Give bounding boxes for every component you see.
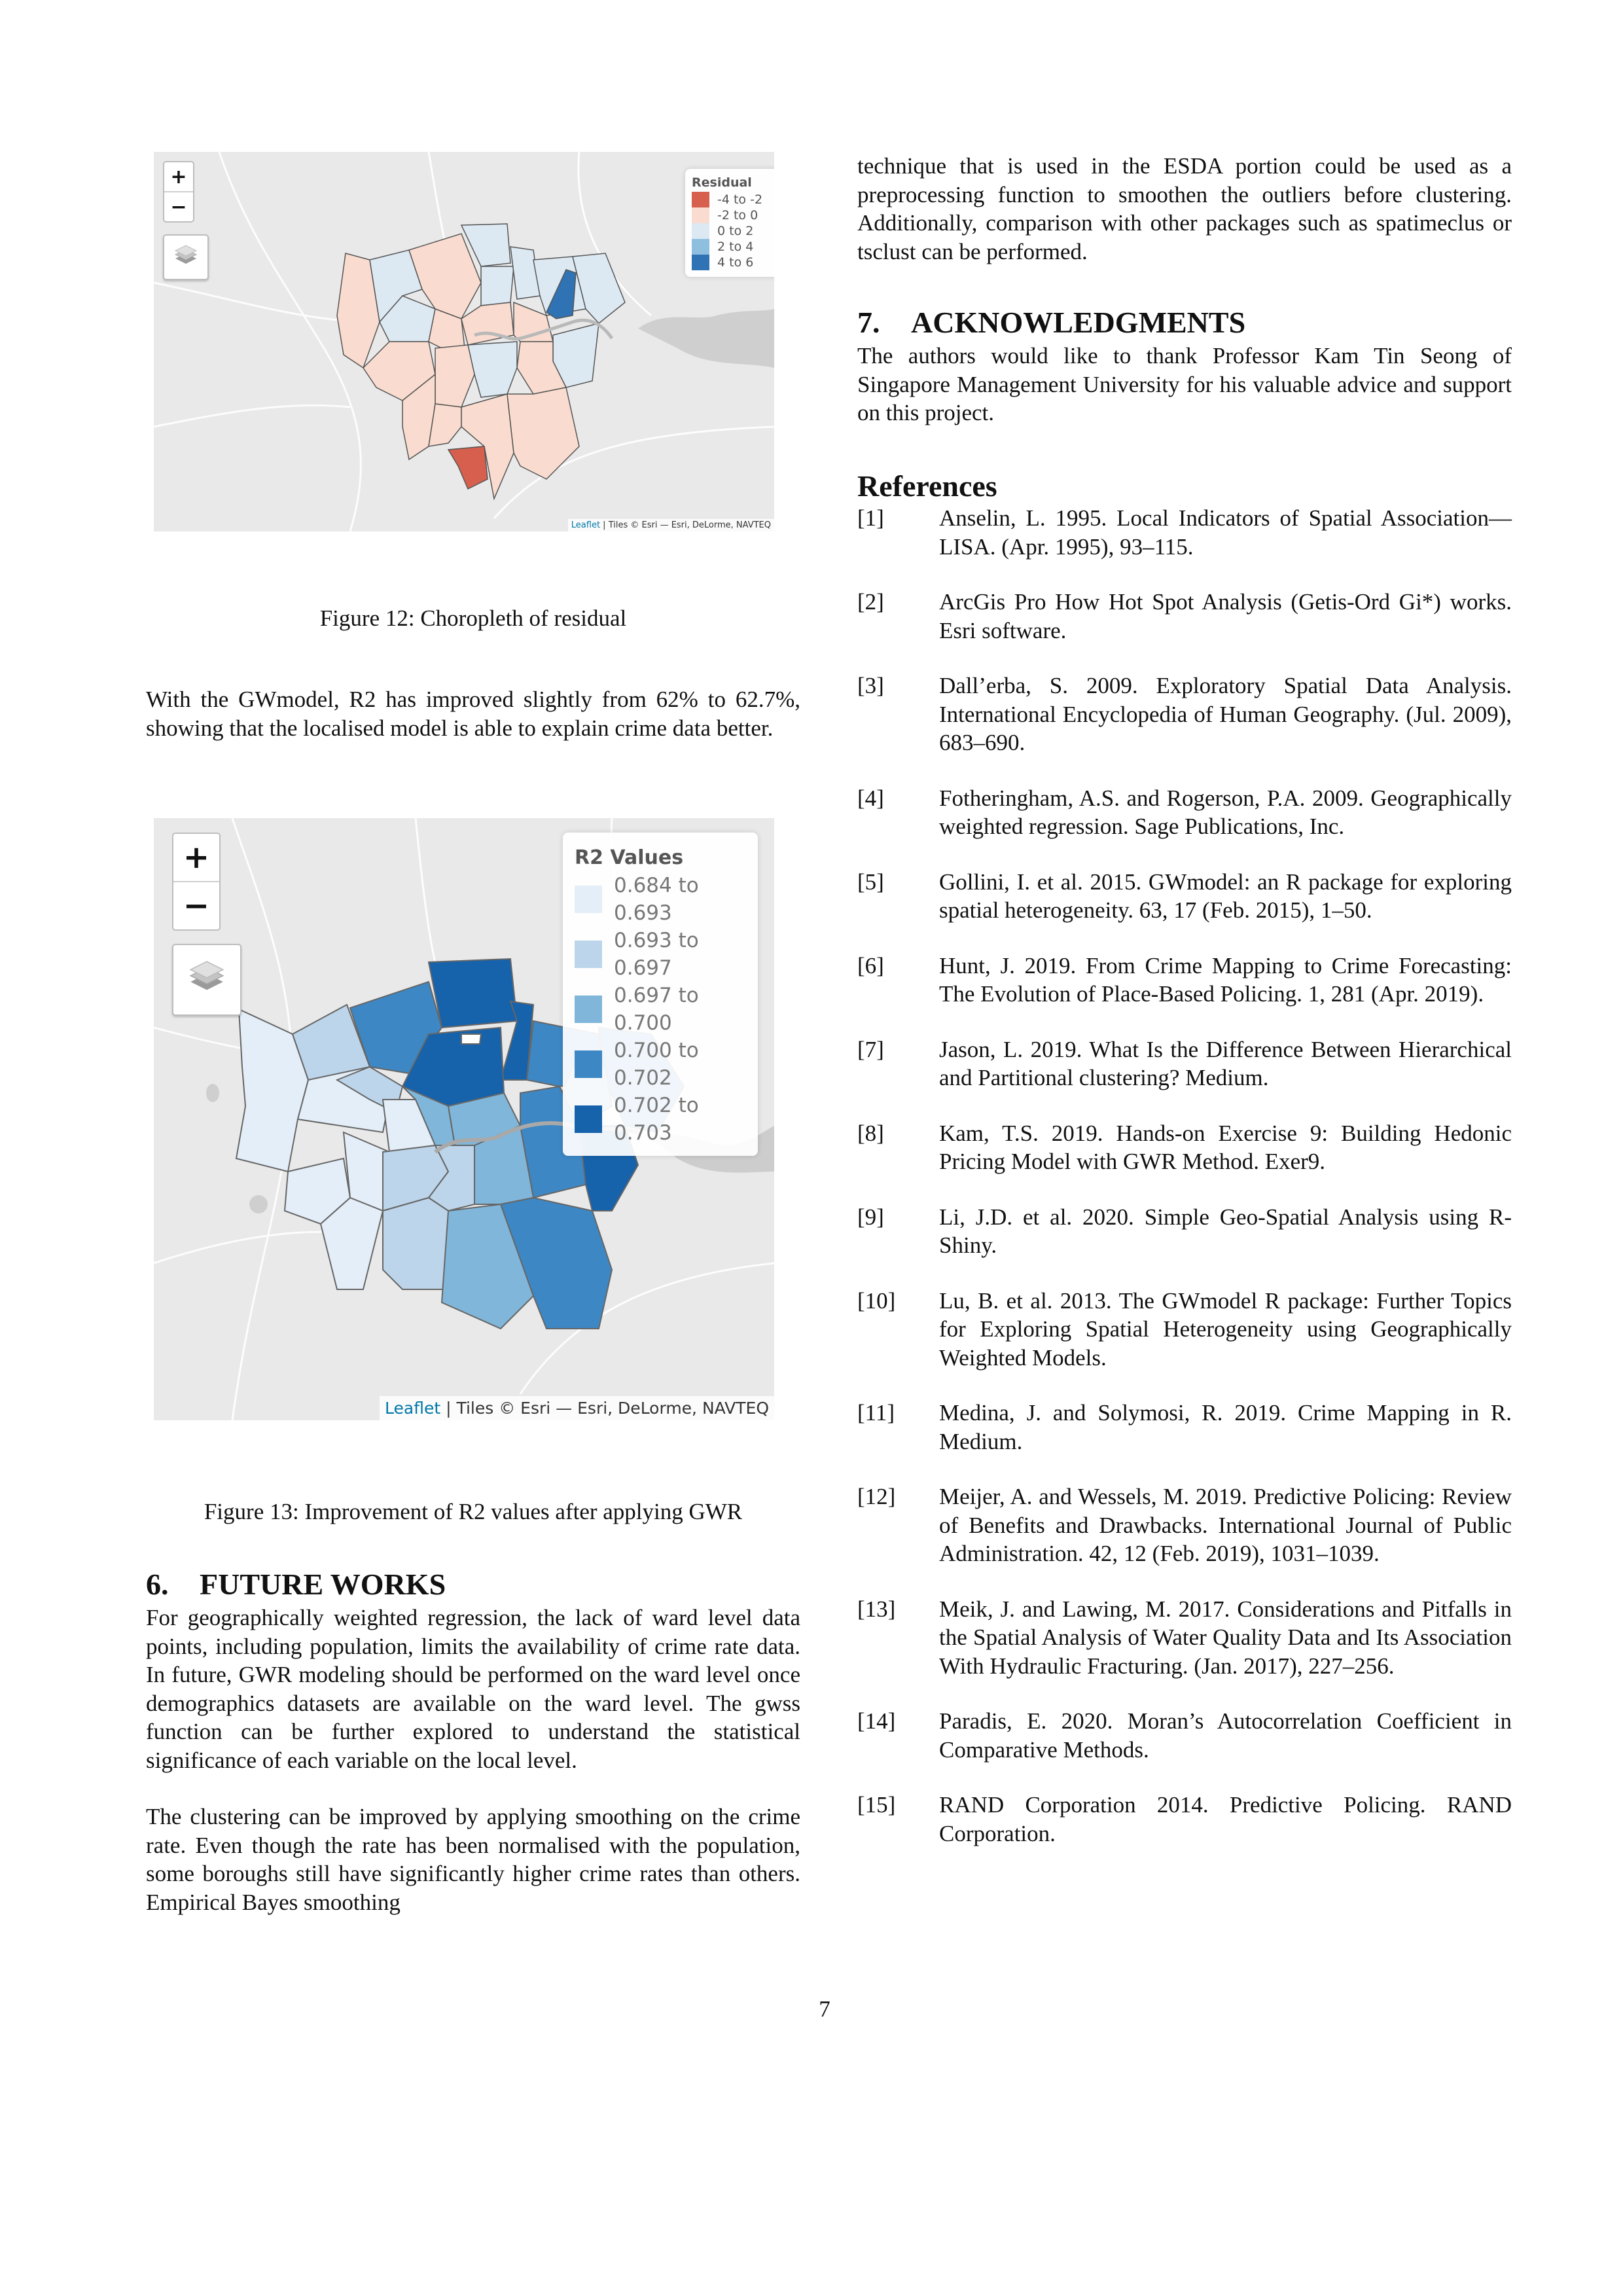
reference-number: [1] [857, 505, 884, 531]
reference-item [857, 1035, 1512, 1092]
legend-swatch [575, 886, 602, 913]
map-attribution [380, 1396, 774, 1420]
continuation-paragraph [857, 152, 1512, 266]
reference-item [857, 868, 1512, 925]
figure12-caption: Figure 12: Choropleth of residual [319, 605, 627, 631]
reference-item [857, 672, 1512, 757]
reference-text: Lu, B. et al. 2013. The GWmodel R package: Further Topics for Exploring Spatial Heterogeneity using Geographically Weighted Models. [939, 1287, 1512, 1371]
reference-number: [13] [857, 1596, 896, 1622]
legend-item [692, 255, 773, 270]
zoom-out-button[interactable]: − [173, 881, 219, 929]
legend-label: -4 to -2 [717, 192, 763, 207]
reference-item [857, 1482, 1512, 1568]
legend-label: 0.700 to 0.702 [614, 1039, 699, 1090]
figure13-r2-map[interactable] [154, 818, 774, 1420]
basemap-tiles [154, 152, 774, 531]
reference-item [857, 784, 1512, 841]
reference-text: ArcGis Pro How Hot Spot Analysis (Getis-Ord Gi*) works. Esri software. [939, 589, 1512, 643]
reference-text: Anselin, L. 1995. Local Indicators of Spatial Association—LISA. (Apr. 1995), 93–115. [939, 505, 1512, 560]
legend-swatch [692, 223, 709, 239]
zoom-out-button[interactable]: − [164, 191, 193, 221]
legend-item [575, 982, 747, 1037]
zoom-control [172, 833, 221, 931]
map-attribution [568, 519, 774, 531]
reference-number: [4] [857, 785, 884, 811]
legend-label: 0.702 to 0.703 [614, 1094, 699, 1145]
reference-number: [5] [857, 869, 884, 895]
reference-item [857, 1203, 1512, 1260]
paragraph-text: With the GWmodel, R2 has improved slightly from 62% to 62.7%, showing that the localised model is able to explain crime data better. [146, 687, 800, 741]
reference-item [857, 1119, 1512, 1176]
references-heading: References [857, 469, 997, 503]
reference-text: Meijer, A. and Wessels, M. 2019. Predictive Policing: Review of Benefits and Drawbacks. International Journal of Public Administration. 42, 12 (Feb. 2019), 1031–1039. [939, 1484, 1512, 1566]
legend-label: 0.684 to 0.693 [614, 874, 699, 925]
legend-swatch [575, 1050, 602, 1078]
legend-item [575, 872, 747, 927]
legend-item [575, 1092, 747, 1147]
leaflet-link[interactable]: Leaflet [385, 1399, 441, 1418]
r2-values-legend [563, 833, 758, 1156]
reference-number: [11] [857, 1400, 895, 1426]
legend-label: 0.693 to 0.697 [614, 929, 699, 980]
legend-swatch [692, 192, 709, 207]
reference-number: [15] [857, 1792, 896, 1818]
reference-item [857, 1791, 1512, 1848]
reference-number: [6] [857, 952, 884, 978]
legend-label: 0 to 2 [717, 224, 754, 238]
paragraph-text: The authors would like to thank Professor Kam Tin Seong of Singapore Management University for his valuable advice and support on this project. [857, 343, 1512, 425]
figure12-residual-map[interactable] [154, 152, 774, 531]
zoom-in-button[interactable]: + [170, 165, 187, 188]
figure13-caption: Figure 13: Improvement of R2 values after applying GWR [204, 1499, 743, 1524]
reference-text: Kam, T.S. 2019. Hands-on Exercise 9: Building Hedonic Pricing Model with GWR Method. Exer9. [939, 1120, 1512, 1174]
section7-heading [857, 306, 1245, 340]
legend-swatch [575, 996, 602, 1023]
reference-number: [14] [857, 1708, 896, 1734]
legend-item [575, 927, 747, 982]
reference-text: Hunt, J. 2019. From Crime Mapping to Crime Forecasting: The Evolution of Place-Based Policing. 1, 281 (Apr. 2019). [939, 952, 1512, 1007]
paragraph-r2-improvement [146, 685, 800, 742]
attribution-text: | Tiles © Esri — Esri, DeLorme, NAVTEQ [600, 520, 771, 530]
section-title: ACKNOWLEDGMENTS [911, 306, 1246, 339]
layers-icon [173, 244, 199, 270]
legend-item [692, 192, 773, 207]
reference-text: Dall’erba, S. 2009. Exploratory Spatial Data Analysis. International Encyclopedia of Human Geography. (Jul. 2009), 683–690. [939, 673, 1512, 755]
acknowledgments-body [857, 342, 1512, 427]
legend-label: -2 to 0 [717, 208, 758, 223]
legend-item [575, 1037, 747, 1092]
reference-text: Meik, J. and Lawing, M. 2017. Considerations and Pitfalls in the Spatial Analysis of Water Quality Data and Its Association With Hydraulic Fracturing. (Jan. 2017), 227–256. [939, 1596, 1512, 1679]
section-number: 7. [857, 306, 880, 339]
paragraph-future-clustering: The clustering can be improved by applying smoothing on the crime rate. Even though the rate has been normalised with the population, some boroughs still have significantly higher crime rates than others. Empirical Bayes smoothing [146, 1804, 800, 1915]
legend-item [692, 239, 773, 255]
legend-swatch [575, 1105, 602, 1133]
reference-item [857, 952, 1512, 1009]
reference-number: [2] [857, 589, 884, 615]
legend-item [692, 207, 773, 223]
reference-number: [12] [857, 1484, 896, 1509]
section6-heading [146, 1568, 446, 1602]
section6-body [146, 1604, 800, 1916]
residual-legend [685, 169, 774, 277]
legend-swatch [692, 239, 709, 255]
reference-number: [7] [857, 1036, 884, 1062]
legend-label: 4 to 6 [717, 255, 754, 270]
reference-number: [3] [857, 673, 884, 698]
leaflet-link[interactable]: Leaflet [571, 520, 601, 530]
legend-item [692, 223, 773, 239]
reference-item [857, 588, 1512, 645]
legend-title: R2 Values [575, 846, 684, 869]
zoom-in-button[interactable]: + [183, 839, 210, 876]
attribution-text: | Tiles © Esri — Esri, DeLorme, NAVTEQ [440, 1399, 769, 1418]
reference-number: [8] [857, 1120, 884, 1146]
reference-item [857, 1399, 1512, 1456]
reference-text: Medina, J. and Solymosi, R. 2019. Crime Mapping in R. Medium. [939, 1400, 1512, 1454]
legend-swatch [575, 941, 602, 968]
reference-text: Gollini, I. et al. 2015. GWmodel: an R package for exploring spatial heterogeneity. 63, 17 (Feb. 2015), 1–50. [939, 869, 1512, 923]
reference-text: Li, J.D. et al. 2020. Simple Geo-Spatial Analysis using R-Shiny. [939, 1204, 1512, 1258]
page-number: 7 [819, 1996, 830, 2022]
legend-swatch [692, 255, 709, 270]
reference-item [857, 1595, 1512, 1681]
reference-number: [10] [857, 1287, 896, 1314]
reference-text: Jason, L. 2019. What Is the Difference Between Hierarchical and Partitional clustering? Medium. [939, 1036, 1512, 1090]
reference-text: RAND Corporation 2014. Predictive Policing. RAND Corporation. [939, 1792, 1512, 1846]
reference-text: Fotheringham, A.S. and Rogerson, P.A. 2009. Geographically weighted regression. Sage Publications, Inc. [939, 785, 1512, 839]
legend-swatch [692, 207, 709, 223]
legend-label: 2 to 4 [717, 240, 754, 254]
legend-label: 0.697 to 0.700 [614, 984, 699, 1035]
paragraph-future-gwr: For geographically weighted regression, the lack of ward level data points, including population, limits the availability of crime rate data. In future, GWR modeling should be performed on the ward level once demographics datasets are available on the ward level. The gwss function can be further explored to understand the statistical significance of each variable on the local level. [146, 1605, 800, 1773]
reference-item [857, 1287, 1512, 1372]
references-list [857, 504, 1512, 1874]
paragraph-text: technique that is used in the ESDA portion could be used as a preprocessing function to smoothen the outliers before clustering. Additionally, comparison with other packages such as spatimeclus or tsclust can be performed. [857, 153, 1512, 264]
reference-item [857, 1707, 1512, 1764]
section-number: 6. [146, 1568, 169, 1601]
zoom-control [163, 161, 194, 223]
reference-number: [9] [857, 1204, 884, 1230]
legend-title: Residual [692, 175, 752, 190]
layers-icon [187, 960, 227, 1000]
reference-text: Paradis, E. 2020. Moran’s Autocorrelation Coefficient in Comparative Methods. [939, 1708, 1512, 1763]
section-title: FUTURE WORKS [200, 1568, 446, 1601]
layers-control-button[interactable] [163, 234, 209, 280]
reference-item [857, 504, 1512, 561]
layers-control-button[interactable] [172, 944, 241, 1016]
